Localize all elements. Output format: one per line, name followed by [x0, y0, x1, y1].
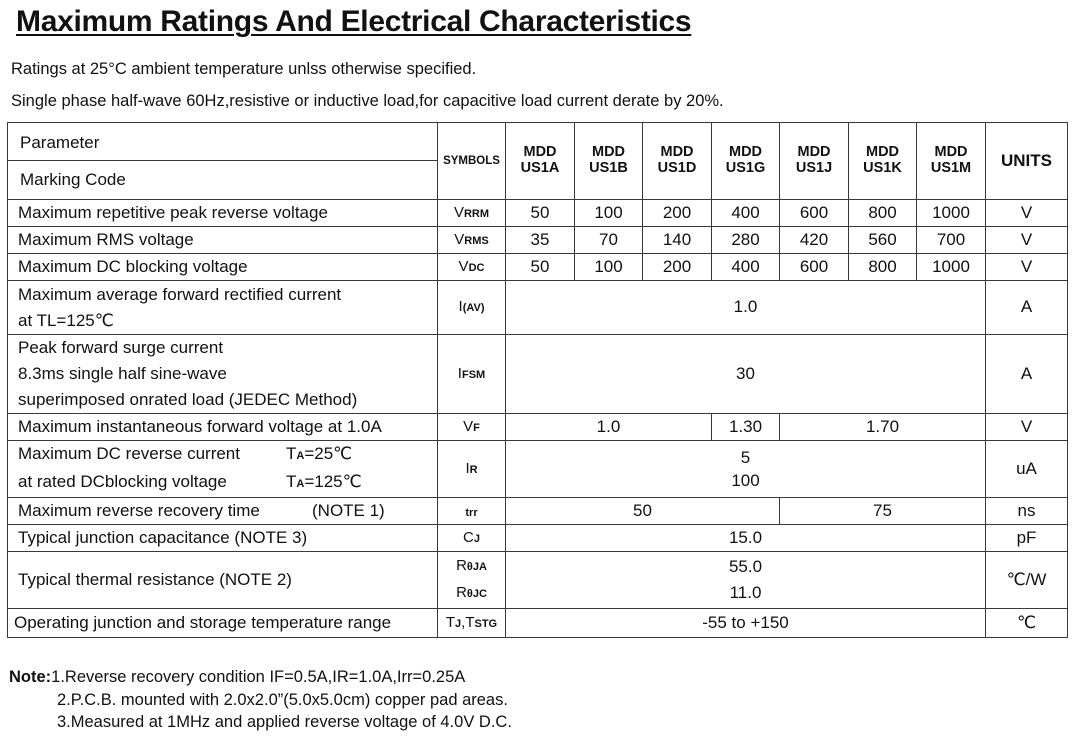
- value-cell: 200: [643, 254, 712, 281]
- header-row: [8, 123, 1068, 200]
- symbol-cell: VF: [438, 414, 506, 441]
- value-cell: 1000: [917, 200, 986, 227]
- value-cell: 1.0: [506, 414, 712, 441]
- note-3: 3.Measured at 1MHz and applied reverse voltage of 4.0V D.C.: [57, 713, 512, 731]
- value-cell: 1.30: [712, 414, 780, 441]
- value-cell: 600: [780, 254, 849, 281]
- symbol-cell: IFSM: [438, 335, 506, 414]
- param-label: Typical thermal resistance (NOTE 2): [8, 552, 438, 609]
- value-cell: 1.70: [780, 414, 986, 441]
- model-header-us1k: MDD US1K: [849, 123, 917, 200]
- value-cell: 600: [780, 200, 849, 227]
- param-label: Peak forward surge current 8.3ms single half sine-wave superimposed onrated load (JEDEC Method): [8, 335, 438, 414]
- param-label: Operating junction and storage temperature range: [8, 609, 438, 638]
- parameter-header-cell: [8, 123, 438, 200]
- symbol-cell: I(AV): [438, 281, 506, 335]
- unit-cell: V: [986, 227, 1068, 254]
- model-header-us1j: MDD US1J: [780, 123, 849, 200]
- value-cell: 70: [575, 227, 643, 254]
- unit-cell: V: [986, 200, 1068, 227]
- symbol-cell: trr: [438, 498, 506, 525]
- value-cell: 800: [849, 200, 917, 227]
- unit-cell: A: [986, 335, 1068, 414]
- value-cell: 200: [643, 200, 712, 227]
- value-cell: 5 100: [506, 441, 986, 498]
- model-header-us1a: MDD US1A: [506, 123, 575, 200]
- table-row-ifsm: [8, 335, 1068, 414]
- table-row-tj: [8, 609, 1068, 638]
- symbol-cell: TJ,TSTG: [438, 609, 506, 638]
- table-row-vdc: [8, 254, 1068, 281]
- table-row-vf: [8, 414, 1068, 441]
- unit-cell: ℃/W: [986, 552, 1068, 609]
- unit-cell: ℃: [986, 609, 1068, 638]
- param-label: Maximum DC reverse current TA=25℃ at rated DCblocking voltage TA=125℃: [8, 441, 438, 498]
- value-cell: 50: [506, 498, 780, 525]
- value-cell: 50: [506, 200, 575, 227]
- value-cell: 1000: [917, 254, 986, 281]
- value-cell: 400: [712, 200, 780, 227]
- unit-cell: A: [986, 281, 1068, 335]
- param-label: Maximum reverse recovery time (NOTE 1): [8, 498, 438, 525]
- value-cell: 100: [575, 200, 643, 227]
- model-header-us1g: MDD US1G: [712, 123, 780, 200]
- value-cell: 100: [575, 254, 643, 281]
- model-header-us1d: MDD US1D: [643, 123, 712, 200]
- note-1: 1.Reverse recovery condition IF=0.5A,IR=1.0A,Irr=0.25A: [51, 668, 466, 686]
- model-header-us1m: MDD US1M: [917, 123, 986, 200]
- table-row-iav: [8, 281, 1068, 335]
- param-label: Maximum instantaneous forward voltage at 1.0A: [8, 414, 438, 441]
- table-row-cj: [8, 525, 1068, 552]
- value-cell: 30: [506, 335, 986, 414]
- units-header: UNITS: [986, 123, 1068, 200]
- ratings-table: [7, 122, 1068, 638]
- param-label: Maximum DC blocking voltage: [8, 254, 438, 281]
- intro-ratings-text: Ratings at 25°C ambient temperature unlss otherwise specified.: [11, 60, 477, 78]
- table-row-vrrm: [8, 200, 1068, 227]
- param-label: Typical junction capacitance (NOTE 3): [8, 525, 438, 552]
- unit-cell: pF: [986, 525, 1068, 552]
- table-row-ir: [8, 441, 1068, 498]
- symbol-cell: VDC: [438, 254, 506, 281]
- value-cell: 50: [506, 254, 575, 281]
- note-2: 2.P.C.B. mounted with 2.0x2.0”(5.0x5.0cm) copper pad areas.: [57, 690, 508, 709]
- value-cell: 800: [849, 254, 917, 281]
- value-cell: 55.0 11.0: [506, 552, 986, 609]
- model-header-us1b: MDD US1B: [575, 123, 643, 200]
- value-cell: -55 to +150: [506, 609, 986, 638]
- symbol-cell: CJ: [438, 525, 506, 552]
- table-row-trr: [8, 498, 1068, 525]
- symbol-cell: VRMS: [438, 227, 506, 254]
- table-row-vrms: [8, 227, 1068, 254]
- value-cell: 400: [712, 254, 780, 281]
- value-cell: 140: [643, 227, 712, 254]
- unit-cell: V: [986, 254, 1068, 281]
- parameter-header: Parameter: [8, 124, 437, 161]
- intro-load-text: Single phase half-wave 60Hz,resistive or inductive load,for capacitive load current derate by 20%.: [11, 92, 724, 110]
- value-cell: 15.0: [506, 525, 986, 552]
- table-row-rth: [8, 552, 1068, 609]
- notes-section: [9, 666, 512, 734]
- unit-cell: uA: [986, 441, 1068, 498]
- symbol-cell: RθJA RθJC: [438, 552, 506, 609]
- notes-label: Note:: [9, 668, 52, 686]
- symbol-cell: VRRM: [438, 200, 506, 227]
- param-label: Maximum repetitive peak reverse voltage: [8, 200, 438, 227]
- value-cell: 75: [780, 498, 986, 525]
- symbol-cell: IR: [438, 441, 506, 498]
- marking-code-header: Marking Code: [20, 169, 126, 189]
- unit-cell: ns: [986, 498, 1068, 525]
- param-label: Maximum RMS voltage: [8, 227, 438, 254]
- page-title: Maximum Ratings And Electrical Characteristics: [16, 5, 692, 38]
- value-cell: 700: [917, 227, 986, 254]
- value-cell: 35: [506, 227, 575, 254]
- unit-cell: V: [986, 414, 1068, 441]
- value-cell: 280: [712, 227, 780, 254]
- value-cell: 1.0: [506, 281, 986, 335]
- value-cell: 560: [849, 227, 917, 254]
- symbols-header: SYMBOLS: [438, 123, 506, 200]
- param-label: Maximum average forward rectified current at TL=125℃: [8, 281, 438, 335]
- value-cell: 420: [780, 227, 849, 254]
